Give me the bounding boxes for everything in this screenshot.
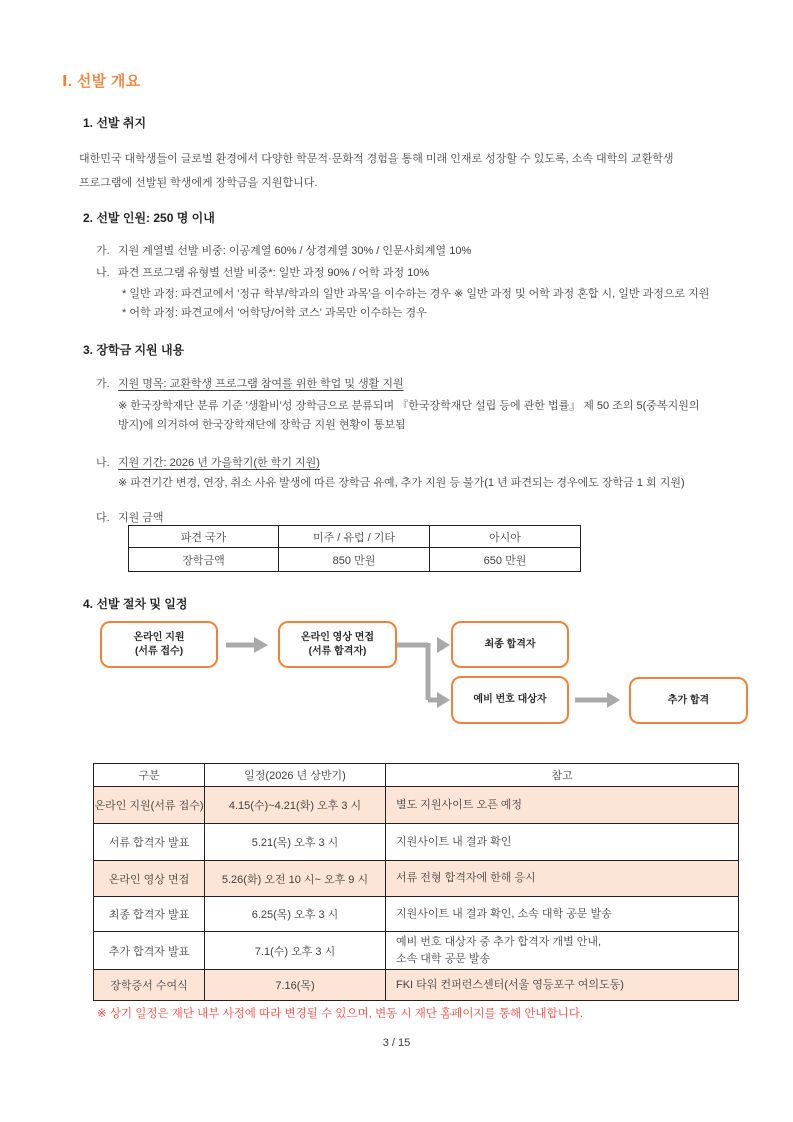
- schedule-header-row: [94, 764, 739, 787]
- item-text-underlined: 지원 명목: 교환학생 프로그램 참여를 위한 학업 및 생활 지원: [118, 378, 404, 390]
- schedule-table: [93, 763, 739, 1001]
- item-text: 지원 금액: [118, 512, 164, 524]
- schedule-note: 지원사이트 내 결과 확인: [386, 824, 739, 861]
- schedule-date: 7.16(목): [205, 970, 386, 1001]
- schedule-category: 장학증서 수여식: [94, 970, 205, 1001]
- amount-table-header-row: [129, 526, 581, 548]
- schedule-category: 온라인 영상 면접: [94, 861, 205, 897]
- section2-note-general-course: * 일반 과정: 파견교에서 '정규 학부/학과의 일반 과목'을 이수하는 경우 ※ 일반 과정 및 어학 과정 혼합 시, 일반 과정으로 지원: [122, 288, 710, 300]
- amount-header-asia: 아시아: [430, 526, 581, 548]
- section2-item-na: [96, 266, 429, 281]
- item-label: 나.: [96, 267, 110, 279]
- schedule-date: 6.25(목) 오후 3 시: [205, 897, 386, 932]
- schedule-note: 별도 지원사이트 오픈 예정: [386, 787, 739, 824]
- schedule-category: 최종 합격자 발표: [94, 897, 205, 932]
- section1-body-line2: 프로그램에 선발된 학생에게 장학금을 지원합니다.: [79, 176, 318, 189]
- page-number: 3 / 15: [382, 1037, 411, 1049]
- section3-ga-note-line2: 방지)에 의거하여 한국장학재단에 장학금 지원 현황이 통보됨: [118, 419, 406, 431]
- schedule-date: 5.26(화) 오전 10 시~ 오후 9 시: [205, 861, 386, 897]
- flow-box-line: 온라인 지원: [133, 631, 185, 643]
- page-title: Ⅰ. 선발 개요: [62, 73, 141, 90]
- schedule-category: 추가 합격자 발표: [94, 932, 205, 970]
- flow-box-line: 예비 번호 대상자: [473, 694, 547, 705]
- amount-table: [128, 525, 581, 572]
- section3-na-note: ※ 파견기간 변경, 연장, 취소 사유 발생에 따른 장학금 유예, 추가 지원 등 불가(1 년 파견되는 경우에도 장학금 1 회 지원): [118, 477, 685, 489]
- schedule-row-document-pass: [94, 824, 739, 861]
- item-label: 나.: [96, 457, 110, 469]
- section2-note-language-course: * 어학 과정: 파견교에서 '어학당/어학 코스' 과목만 이수하는 경우: [122, 307, 427, 319]
- section3-item-na: [96, 456, 320, 471]
- schedule-date: 5.21(목) 오후 3 시: [205, 824, 386, 861]
- section1-heading: 1. 선발 취지: [83, 116, 147, 130]
- section3-item-ga: [96, 377, 404, 392]
- flow-box-waitlist: [451, 676, 569, 724]
- schedule-date: 7.1(수) 오후 3 시: [205, 932, 386, 970]
- flow-box-online-application: [100, 621, 218, 668]
- section2-heading: 2. 선발 인원: 250 명 이내: [83, 211, 215, 225]
- amount-value-asia: 650 만원: [430, 548, 581, 572]
- flow-box-line: (서류 접수): [134, 645, 184, 657]
- item-label: 다.: [96, 512, 110, 524]
- flow-box-video-interview: [278, 621, 397, 668]
- schedule-footnote: ※ 상기 일정은 재단 내부 사정에 따라 변경될 수 있으며, 변동 시 재단 홈페이지를 통해 안내합니다.: [97, 1008, 584, 1020]
- flow-box-line: (서류 합격자): [308, 645, 367, 657]
- flow-box-line: 추가 합격: [667, 694, 710, 706]
- schedule-row-additional-pass: [94, 932, 739, 970]
- schedule-note: FKI 타워 컨퍼런스센터(서울 영등포구 여의도동): [386, 970, 739, 1001]
- section3-item-da: [96, 511, 164, 526]
- schedule-note: 예비 번호 대상자 중 추가 합격자 개별 안내, 소속 대학 공문 발송: [386, 932, 739, 970]
- item-text: 지원 계열별 선발 비중: 이공계열 60% / 상경계열 30% / 인문사회계열 10%: [118, 245, 472, 257]
- amount-value-america-europe: 850 만원: [279, 548, 430, 572]
- schedule-category: 서류 합격자 발표: [94, 824, 205, 861]
- flow-box-additional-pass: [629, 677, 748, 724]
- amount-header-country: 파견 국가: [129, 526, 279, 548]
- schedule-row-award-ceremony: [94, 970, 739, 1001]
- amount-header-america-europe: 미주 / 유럽 / 기타: [279, 526, 430, 548]
- section2-item-ga: [96, 244, 471, 259]
- amount-table-value-row: [129, 548, 581, 572]
- flow-box-line: 온라인 영상 면접: [300, 631, 375, 643]
- section1-body-line1: 대한민국 대학생들이 글로벌 환경에서 다양한 학문적·문화적 경험을 통해 미래 인재로 성장할 수 있도록, 소속 대학의 교환학생: [79, 153, 674, 165]
- schedule-header-date: 일정(2026 년 상반기): [205, 764, 386, 787]
- schedule-row-online-application: [94, 787, 739, 824]
- schedule-category: 온라인 지원(서류 접수): [94, 787, 205, 824]
- flow-box-final-pass: [451, 621, 569, 668]
- section3-ga-note-line1: ※ 한국장학재단 분류 기준 '생활비'성 장학금으로 분류되며 『한국장학재단 설립 등에 관한 법률』 제 50 조의 5(중복지원의: [118, 400, 700, 412]
- item-text-underlined: 지원 기간: 2026 년 가을학기(한 학기 지원): [118, 457, 320, 469]
- schedule-note: 서류 전형 합격자에 한해 응시: [386, 861, 739, 897]
- item-text: 파견 프로그램 유형별 선발 비중*: 일반 과정 90% / 어학 과정 10%: [118, 267, 430, 279]
- section3-heading: 3. 장학금 지원 내용: [83, 343, 185, 357]
- schedule-row-video-interview: [94, 861, 739, 897]
- schedule-row-final-pass: [94, 897, 739, 932]
- schedule-note: 지원사이트 내 결과 확인, 소속 대학 공문 발송: [386, 897, 739, 932]
- flow-box-line: 최종 합격자: [484, 638, 536, 650]
- amount-row-label: 장학금액: [129, 548, 279, 572]
- schedule-date: 4.15(수)~4.21(화) 오후 3 시: [205, 787, 386, 824]
- item-label: 가.: [96, 245, 110, 257]
- section4-heading: 4. 선발 절차 및 일정: [83, 597, 188, 611]
- schedule-header-note: 참고: [386, 764, 739, 787]
- schedule-header-category: 구분: [94, 764, 205, 787]
- item-label: 가.: [96, 378, 110, 390]
- section1-body: [79, 148, 673, 195]
